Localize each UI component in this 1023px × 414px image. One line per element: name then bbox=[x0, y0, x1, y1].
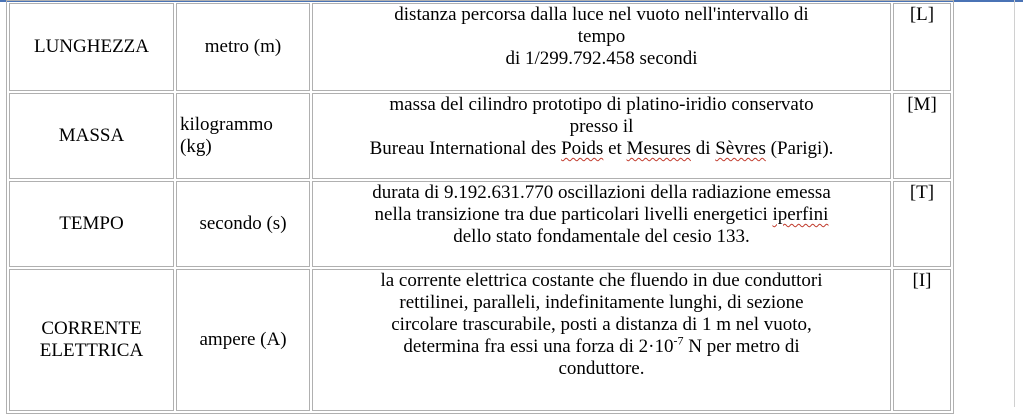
definition-line: di 1/299.792.458 secondi bbox=[505, 48, 698, 69]
table-row bbox=[9, 269, 951, 411]
definition-cell bbox=[312, 269, 891, 411]
dimension-cell: [M] bbox=[893, 93, 951, 179]
text-fragment: N per metro di bbox=[683, 336, 800, 357]
quantity-line: ELETTRICA bbox=[39, 340, 144, 361]
spellcheck-word: Poids bbox=[561, 138, 604, 159]
table-row bbox=[9, 181, 951, 267]
unit-cell: metro (m) bbox=[176, 3, 310, 91]
quantity-cell: LUNGHEZZA bbox=[9, 3, 174, 91]
text-fragment: di bbox=[690, 138, 716, 159]
definition-line bbox=[316, 138, 887, 160]
unit-line: kilogrammo bbox=[180, 114, 273, 135]
text-fragment: et bbox=[603, 138, 627, 159]
quantity-cell bbox=[9, 269, 174, 411]
definition-line: dello stato fondamentale del cesio 133. bbox=[453, 226, 750, 247]
unit-cell bbox=[176, 93, 310, 179]
dimension-cell: [T] bbox=[893, 181, 951, 267]
si-units-table bbox=[6, 0, 954, 414]
exponent: -7 bbox=[673, 333, 684, 348]
quantity-cell: TEMPO bbox=[9, 181, 174, 267]
definition-line: massa del cilindro prototipo di platino-iridio conservato bbox=[389, 94, 814, 115]
unit-cell: secondo (s) bbox=[176, 181, 310, 267]
spellcheck-word: iperfini bbox=[772, 204, 829, 225]
definition-line bbox=[316, 204, 887, 226]
unit-cell: ampere (A) bbox=[176, 269, 310, 411]
table-row bbox=[9, 93, 951, 179]
definition-cell bbox=[312, 181, 891, 267]
dimension-cell: [L] bbox=[893, 3, 951, 91]
table-row bbox=[9, 3, 951, 91]
dimension-cell: [I] bbox=[893, 269, 951, 411]
text-fragment: (Parigi). bbox=[765, 138, 834, 159]
quantity-line: CORRENTE bbox=[41, 318, 142, 339]
unit-line: (kg) bbox=[180, 136, 212, 157]
definition-line: conduttore. bbox=[558, 358, 645, 379]
spellcheck-word: Sèvres bbox=[715, 138, 766, 159]
text-fragment: Bureau International des bbox=[369, 138, 562, 159]
definition-line: durata di 9.192.631.770 oscillazioni della radiazione emessa bbox=[372, 182, 831, 203]
definition-line: la corrente elettrica costante che fluendo in due conduttori bbox=[380, 270, 823, 291]
definition-cell bbox=[312, 93, 891, 179]
definition-line: presso il bbox=[569, 116, 634, 137]
text-fragment: nella transizione tra due particolari livelli energetici bbox=[374, 204, 773, 225]
definition-line bbox=[316, 333, 887, 358]
quantity-cell: MASSA bbox=[9, 93, 174, 179]
definition-line: circolare trascurabile, posti a distanza di 1 m nel vuoto, bbox=[391, 314, 812, 335]
definition-cell bbox=[312, 3, 891, 91]
page-edge bbox=[1014, 0, 1015, 407]
text-fragment: determina fra essi una forza di 2·10 bbox=[403, 336, 674, 357]
definition-line: rettilinei, paralleli, indefinitamente lunghi, di sezione bbox=[399, 292, 804, 313]
definition-line: distanza percorsa dalla luce nel vuoto nell'intervallo di bbox=[394, 4, 809, 25]
definition-line: tempo bbox=[577, 26, 626, 47]
spellcheck-word: Mesures bbox=[626, 138, 691, 159]
